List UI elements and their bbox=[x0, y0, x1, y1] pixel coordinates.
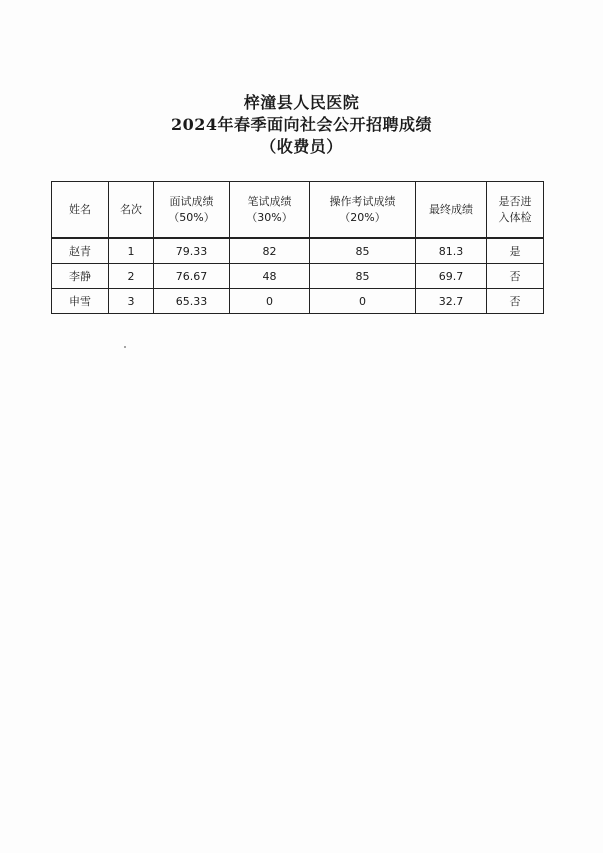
cell-rank: 2 bbox=[109, 264, 154, 289]
cell-final-score: 32.7 bbox=[416, 289, 487, 314]
header-rank: 名次 bbox=[109, 182, 154, 239]
cell-rank: 3 bbox=[109, 289, 154, 314]
table-header-row bbox=[52, 182, 544, 239]
header-written-score: 笔试成绩 （30%） bbox=[230, 182, 310, 239]
scan-speck bbox=[124, 346, 126, 348]
table-row bbox=[52, 238, 544, 264]
exam-title: 2024年春季面向社会公开招聘成绩 bbox=[170, 115, 433, 134]
header-practical-score: 操作考试成绩 （20%） bbox=[310, 182, 416, 239]
cell-interview-score: 65.33 bbox=[154, 289, 230, 314]
cell-interview-score: 79.33 bbox=[154, 238, 230, 264]
document-title bbox=[0, 92, 603, 158]
cell-interview-score: 76.67 bbox=[154, 264, 230, 289]
cell-physical-exam: 否 bbox=[487, 289, 544, 314]
hospital-name: 梓潼县人民医院 bbox=[243, 93, 360, 112]
cell-rank: 1 bbox=[109, 238, 154, 264]
header-interview-score: 面试成绩 （50%） bbox=[154, 182, 230, 239]
cell-practical-score: 0 bbox=[310, 289, 416, 314]
cell-physical-exam: 是 bbox=[487, 238, 544, 264]
cell-final-score: 69.7 bbox=[416, 264, 487, 289]
cell-written-score: 0 bbox=[230, 289, 310, 314]
cell-physical-exam: 否 bbox=[487, 264, 544, 289]
cell-practical-score: 85 bbox=[310, 264, 416, 289]
cell-written-score: 48 bbox=[230, 264, 310, 289]
table-row bbox=[52, 289, 544, 314]
header-physical-exam: 是否进 入体检 bbox=[487, 182, 544, 239]
header-final-score: 最终成绩 bbox=[416, 182, 487, 239]
table-row bbox=[52, 264, 544, 289]
cell-practical-score: 85 bbox=[310, 238, 416, 264]
cell-name: 李静 bbox=[52, 264, 109, 289]
header-name: 姓名 bbox=[52, 182, 109, 239]
results-table bbox=[51, 181, 544, 314]
cell-name: 赵青 bbox=[52, 238, 109, 264]
cell-name: 申雪 bbox=[52, 289, 109, 314]
cell-written-score: 82 bbox=[230, 238, 310, 264]
position-name: （收费员） bbox=[260, 137, 343, 156]
cell-final-score: 81.3 bbox=[416, 238, 487, 264]
